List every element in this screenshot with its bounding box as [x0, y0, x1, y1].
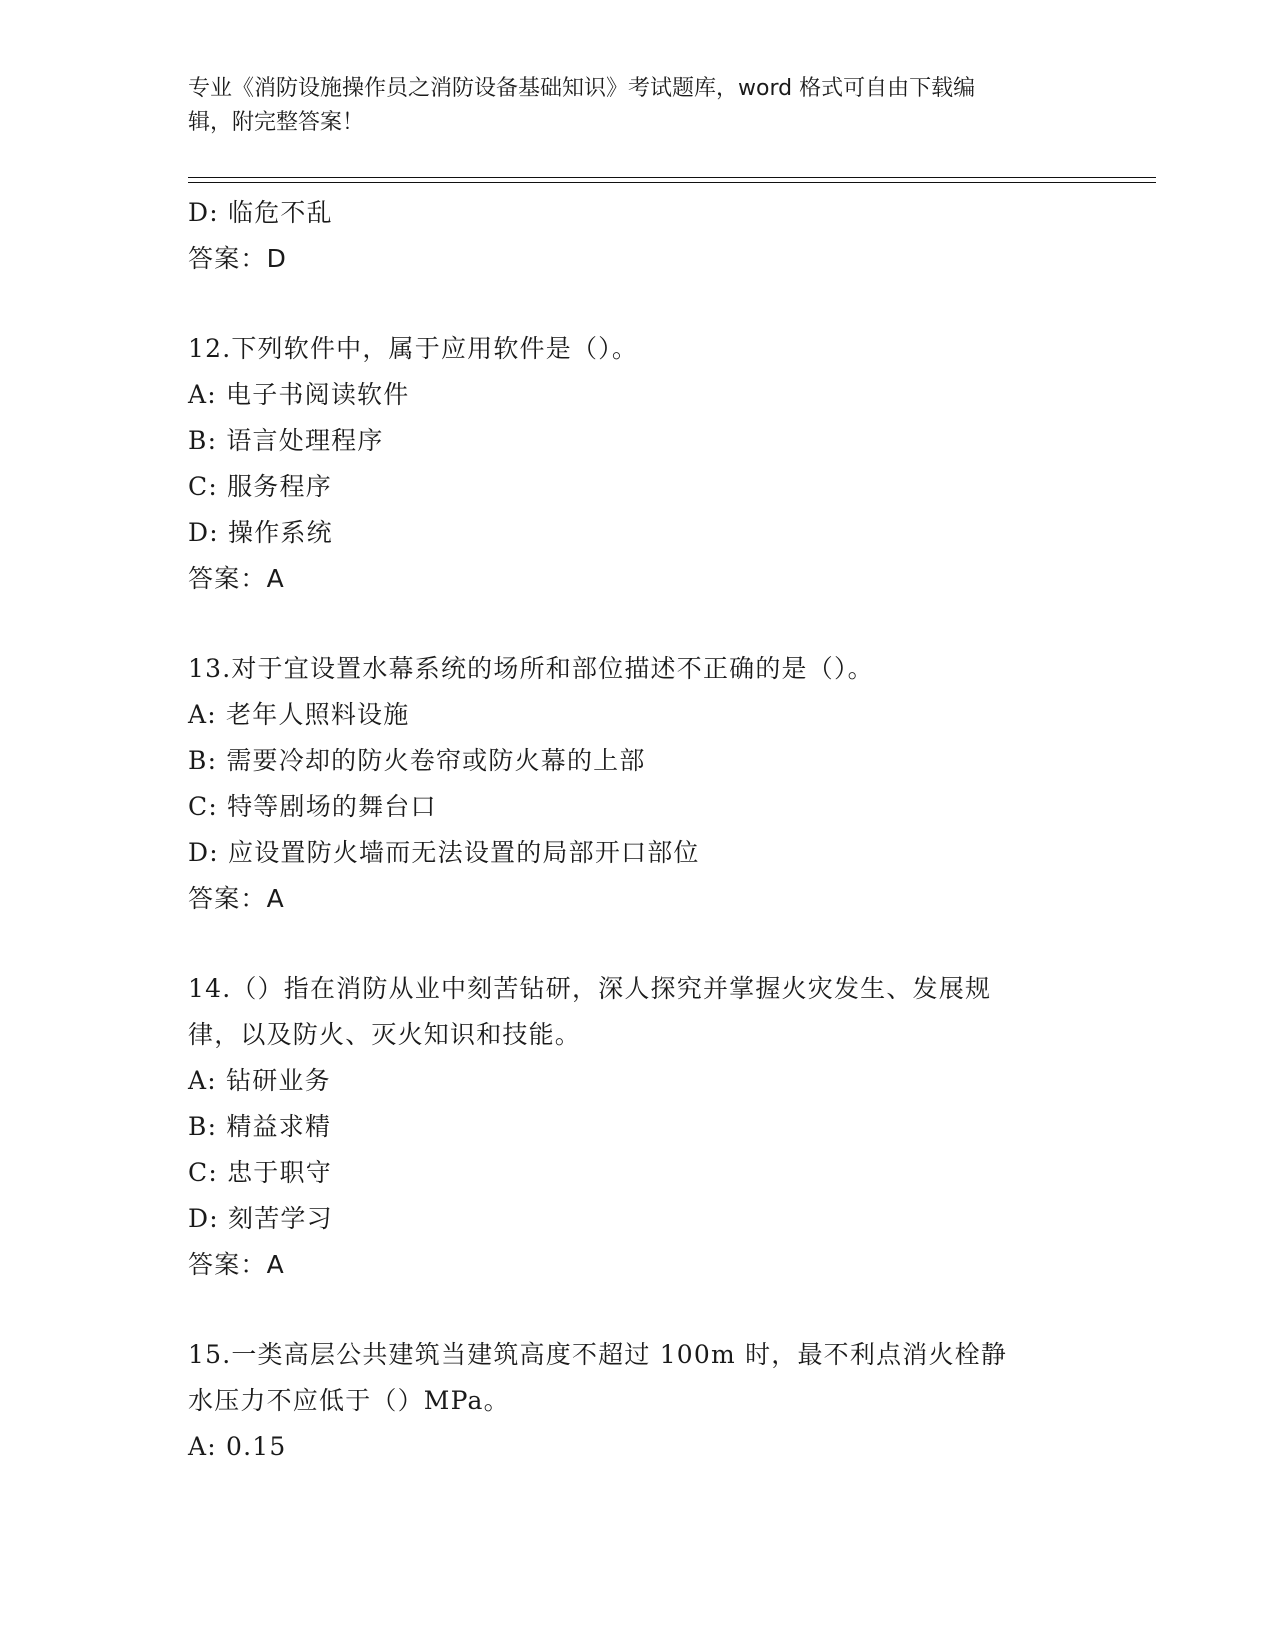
question-13: [188, 646, 1088, 922]
option-b: B: 语言处理程序: [188, 426, 384, 455]
question-stem-line-1: 15.一类高层公共建筑当建筑高度不超过 100m 时，最不利点消火栓静: [188, 1340, 1008, 1369]
option-b: B: 精益求精: [188, 1112, 332, 1141]
header-line-1: 专业《消防设施操作员之消防设备基础知识》考试题库，word 格式可自由下载编: [188, 76, 976, 101]
header-line-2: 辑，附完整答案！: [188, 110, 365, 135]
question-12: [188, 326, 1088, 602]
option-a: A: 电子书阅读软件: [188, 380, 410, 409]
question-stem-line-1: 14.（）指在消防从业中刻苦钻研，深人探究并掌握火灾发生、发展规: [188, 974, 992, 1003]
option-c: C: 忠于职守: [188, 1158, 332, 1187]
option-d: D: 操作系统: [188, 518, 333, 547]
header-rule-bottom: [188, 182, 1156, 183]
answer: 答案：A: [188, 564, 285, 593]
prev-option-d: D: 临危不乱: [188, 198, 333, 227]
question-14: [188, 966, 1088, 1288]
option-a: A: 0.15: [188, 1432, 287, 1461]
option-d: D: 应设置防火墙而无法设置的局部开口部位: [188, 838, 700, 867]
question-stem: 13.对于宜设置水幕系统的场所和部位描述不正确的是（）。: [188, 654, 874, 683]
document-header: [188, 72, 1078, 140]
option-c: C: 特等剧场的舞台口: [188, 792, 437, 821]
option-a: A: 老年人照料设施: [188, 700, 410, 729]
question-stem: 12.下列软件中，属于应用软件是（）。: [188, 334, 639, 363]
option-b: B: 需要冷却的防火卷帘或防火幕的上部: [188, 746, 646, 775]
question-list: [188, 190, 1088, 1470]
answer: 答案：A: [188, 1250, 285, 1279]
option-d: D: 刻苦学习: [188, 1204, 333, 1233]
option-c: C: 服务程序: [188, 472, 332, 501]
prev-answer: 答案：D: [188, 244, 288, 273]
option-a: A: 钻研业务: [188, 1066, 331, 1095]
question-stem-line-2: 水压力不应低于（）MPa。: [188, 1386, 510, 1415]
answer: 答案：A: [188, 884, 285, 913]
header-rule-top: [188, 177, 1156, 178]
question-stem-line-2: 律，以及防火、灭火知识和技能。: [188, 1020, 582, 1049]
question-15: [188, 1332, 1088, 1470]
